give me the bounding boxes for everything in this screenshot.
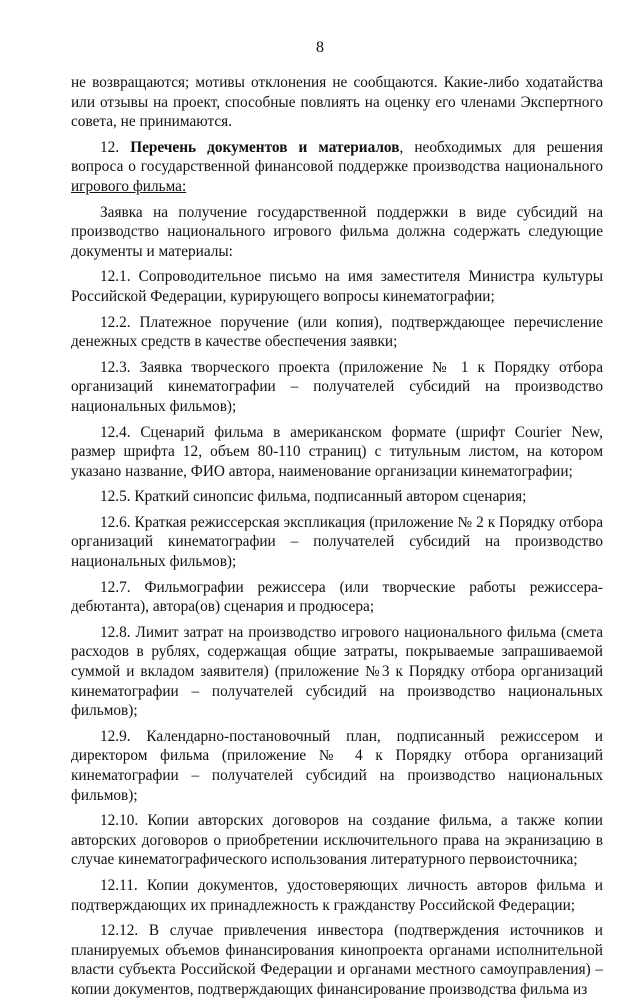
item-12-1: 12.1. Сопроводительное письмо на имя заместителя Министра культуры Российской Федерации, курирующего вопросы кинематографии; (71, 268, 603, 305)
item-12-9: 12.9. Календарно-постановочный план, подписанный режиссером и директором фильма (приложение № 4 к Порядку отбора организаций кинематографии – получателей субсидий на производство национальных фильмов); (71, 727, 603, 804)
item-12-8: 12.8. Лимит затрат на производство игрового национального фильма (смета расходов в рублях, содержащая общие затраты, покрываемые запрашиваемой суммой и вкладом заявителя) (приложение №3 к Порядку отбора организаций кинематографии – получателей субсидий на производство национальных фильмов); (71, 623, 603, 720)
item-12-7: 12.7. Фильмографии режиссера (или творческие работы режиссера-дебютанта), автора(ов) сценария и продюсера; (71, 578, 603, 616)
item-12-10: 12.10. Копии авторских договоров на создание фильма, а также копии авторских договоров о приобретении исключительного права на экранизацию в случае кинематографического использования литературного первоисточника; (71, 812, 603, 869)
item-12-6: 12.6. Краткая режиссерская экспликация (приложение № 2 к Порядку отбора организаций кинематографии – получателей субсидий на производство национальных фильмов); (71, 513, 603, 571)
item-12-11: 12.11. Копии документов, удостоверяющих личность авторов фильма и подтверждающих их принадлежность к гражданству Российской Федерации; (71, 876, 603, 914)
section-12-heading (71, 138, 603, 197)
section-12-title: Перечень документов и материалов (130, 138, 400, 156)
item-12-4: 12.4. Сценарий фильма в американском формате (шрифт Courier New, размер шрифта 12, объем 80-110 страниц) с титульным листом, на котором указано название, ФИО автора, наименование организации кинематографии; (71, 423, 603, 480)
document-body (71, 73, 603, 1000)
item-12-2: 12.2. Платежное поручение (или копия), подтверждающее перечисление денежных средств в качестве обеспечения заявки; (71, 313, 603, 351)
section-12-title-tail: игрового фильма: (71, 177, 187, 195)
page-number: 8 (316, 39, 324, 56)
item-12-12: 12.12. В случае привлечения инвестора (подтверждения источников и планируемых объемов финансирования кинопроекта органами исполнительной власти субъекта Российской Федерации и органами местного самоуправления) – копии документов, подтверждающих финансирование производства фильма из (71, 922, 603, 998)
intro-paragraph: не возвращаются; мотивы отклонения не сообщаются. Какие-либо ходатайства или отзывы на проект, способные повлиять на оценку его членами Экспертного совета, не принимаются. (71, 74, 603, 131)
section-12-title-rest: , необходимых для решения вопроса о государственной финансовой поддержке производства национального (71, 138, 603, 176)
lead-paragraph: Заявка на получение государственной поддержки в виде субсидий на производство национального игрового фильма должна содержать следующие документы и материалы: (71, 203, 603, 260)
section-12-number: 12. (100, 138, 120, 156)
item-12-5: 12.5. Краткий синопсис фильма, подписанный автором сценария; (100, 488, 527, 506)
item-12-3: 12.3. Заявка творческого проекта (приложение № 1 к Порядку отбора организаций кинематографии – получателей субсидий на производство национальных фильмов); (71, 358, 603, 415)
